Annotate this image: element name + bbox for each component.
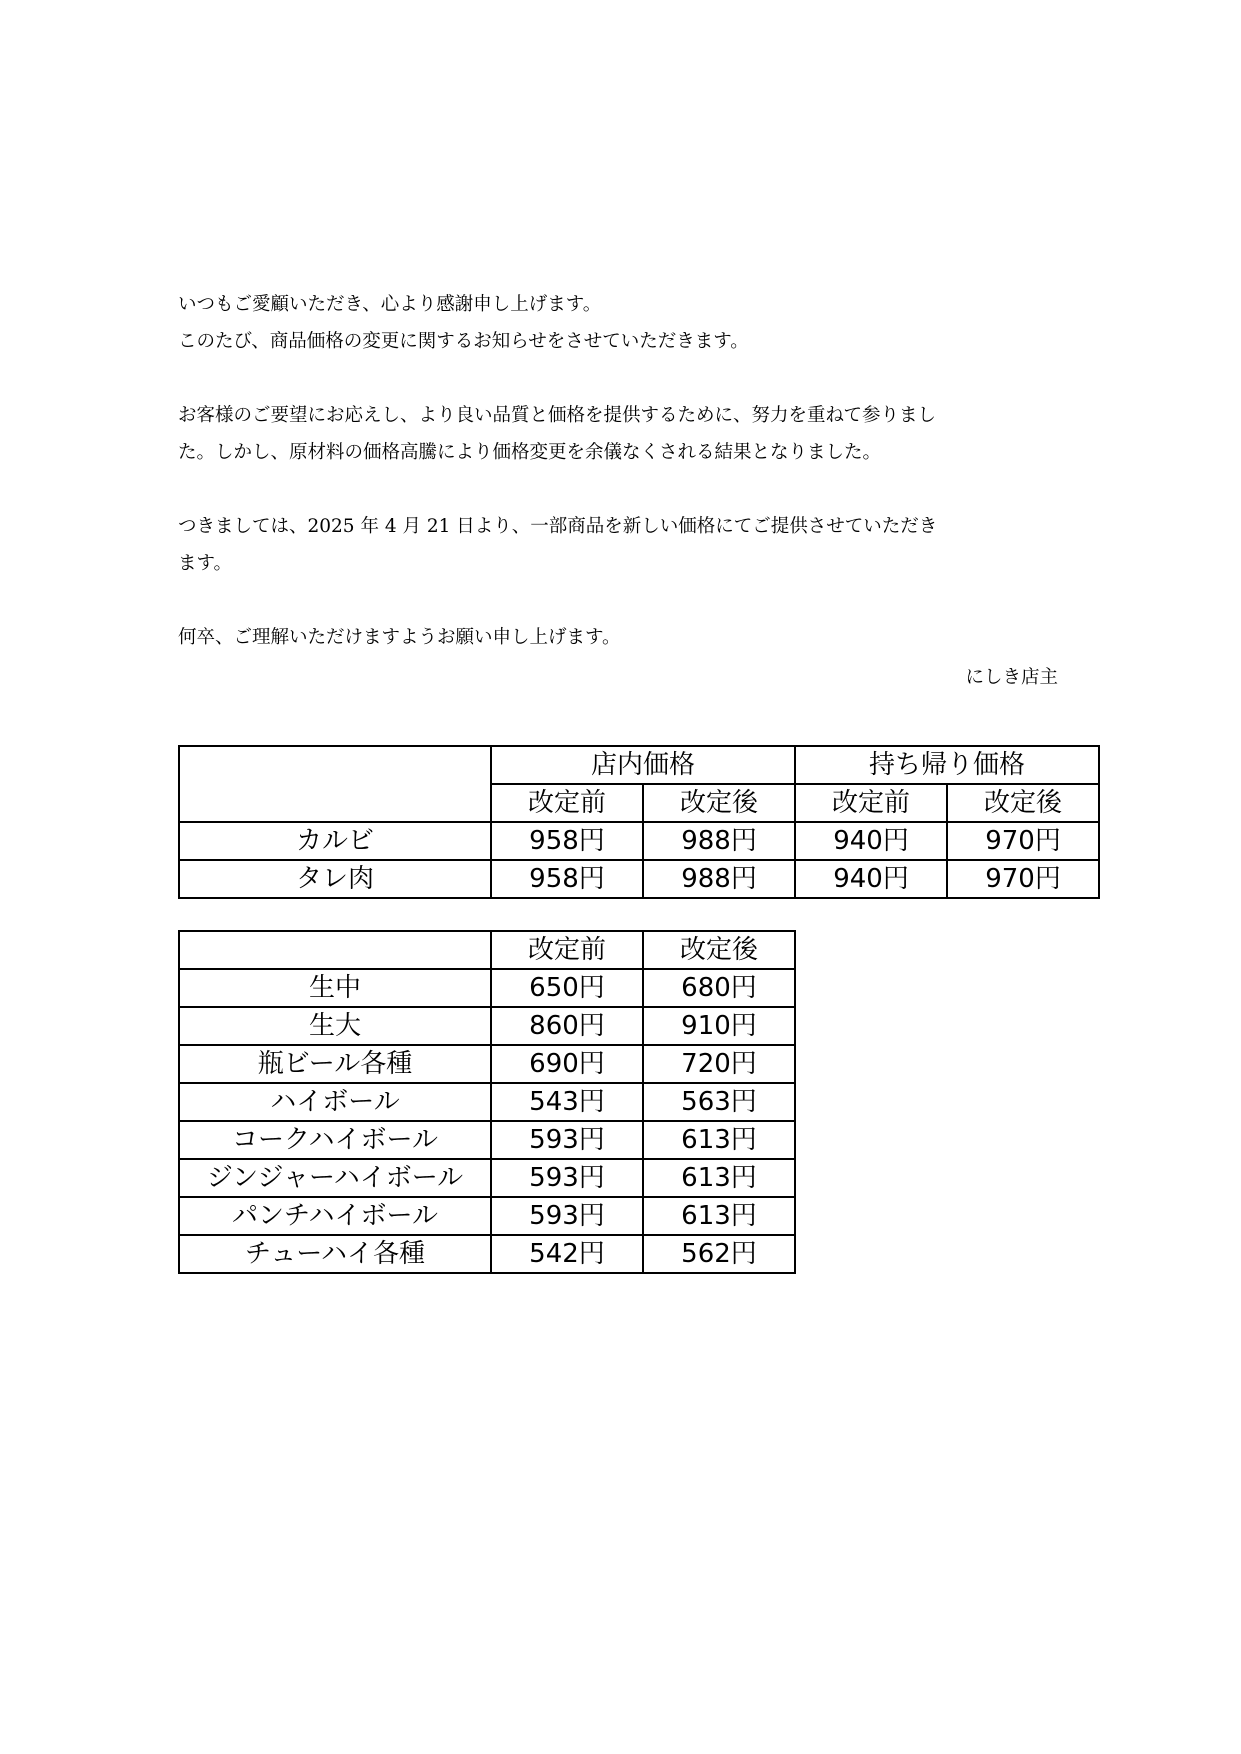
item-name: 生大	[179, 1007, 491, 1045]
item-name: チューハイ各種	[179, 1235, 491, 1273]
takeout-before-header: 改定前	[795, 784, 947, 822]
item-name: ハイボール	[179, 1083, 491, 1121]
table-row	[179, 1007, 795, 1045]
price-cell: 860円	[491, 1007, 643, 1045]
price-cell: 562円	[643, 1235, 795, 1273]
price-cell: 542円	[491, 1235, 643, 1273]
reason-text-line-2: た。しかし、原材料の価格高騰により価格変更を余儀なくされる結果となりました。	[178, 442, 882, 463]
table-row	[179, 860, 1099, 898]
price-cell: 720円	[643, 1045, 795, 1083]
table-row	[179, 1121, 795, 1159]
dine-in-after-header: 改定後	[643, 784, 795, 822]
table-row	[179, 1235, 795, 1273]
price-cell: 680円	[643, 969, 795, 1007]
dine-in-before-header: 改定前	[491, 784, 643, 822]
item-name: ジンジャーハイボール	[179, 1159, 491, 1197]
price-cell: 690円	[491, 1045, 643, 1083]
meat-table-group-header-row	[179, 746, 1099, 784]
drink-table-header-row	[179, 931, 795, 969]
item-name: パンチハイボール	[179, 1197, 491, 1235]
table-row	[179, 969, 795, 1007]
table-row	[179, 822, 1099, 860]
price-cell: 988円	[643, 860, 795, 898]
table-row	[179, 1045, 795, 1083]
drink-before-header: 改定前	[491, 931, 643, 969]
price-cell: 613円	[643, 1121, 795, 1159]
greeting-text: いつもご愛顧いただき、心より感謝申し上げます。	[178, 294, 602, 315]
drink-table-corner-cell	[179, 931, 491, 969]
meat-price-table	[178, 745, 1100, 899]
notice-letter	[178, 286, 1058, 656]
effective-date-text-line-1: つきましては、2025 年 4 月 21 日より、一部商品を新しい価格にてご提供させていただき	[178, 516, 938, 537]
signature: にしき店主	[965, 667, 1058, 688]
dine-in-price-header: 店内価格	[491, 746, 795, 784]
price-cell: 650円	[491, 969, 643, 1007]
item-name: タレ肉	[179, 860, 491, 898]
price-cell: 593円	[491, 1197, 643, 1235]
price-cell: 988円	[643, 822, 795, 860]
price-cell: 613円	[643, 1159, 795, 1197]
item-name: カルビ	[179, 822, 491, 860]
item-name: 生中	[179, 969, 491, 1007]
closing-text: 何卒、ご理解いただけますようお願い申し上げます。	[178, 627, 621, 648]
price-cell: 563円	[643, 1083, 795, 1121]
table-row	[179, 1083, 795, 1121]
price-cell: 958円	[491, 822, 643, 860]
table-row	[179, 1159, 795, 1197]
price-cell: 593円	[491, 1159, 643, 1197]
drink-after-header: 改定後	[643, 931, 795, 969]
price-cell: 958円	[491, 860, 643, 898]
item-name: 瓶ビール各種	[179, 1045, 491, 1083]
price-cell: 543円	[491, 1083, 643, 1121]
takeout-after-header: 改定後	[947, 784, 1099, 822]
price-cell: 593円	[491, 1121, 643, 1159]
effective-date-text-line-2: ます。	[178, 553, 233, 574]
item-name: コークハイボール	[179, 1121, 491, 1159]
table-row	[179, 1197, 795, 1235]
price-cell: 940円	[795, 822, 947, 860]
price-cell: 940円	[795, 860, 947, 898]
announcement-text: このたび、商品価格の変更に関するお知らせをさせていただきます。	[178, 331, 749, 352]
paragraph-gap	[178, 582, 1058, 619]
reason-text-line-1: お客様のご要望にお応えし、より良い品質と価格を提供するために、努力を重ねて参りまし	[178, 405, 937, 426]
price-cell: 613円	[643, 1197, 795, 1235]
price-cell: 970円	[947, 860, 1099, 898]
drink-price-table	[178, 930, 796, 1274]
price-cell: 910円	[643, 1007, 795, 1045]
meat-table-corner-cell	[179, 746, 491, 822]
takeout-price-header: 持ち帰り価格	[795, 746, 1099, 784]
price-cell: 970円	[947, 822, 1099, 860]
paragraph-gap	[178, 360, 1058, 397]
paragraph-gap	[178, 471, 1058, 508]
